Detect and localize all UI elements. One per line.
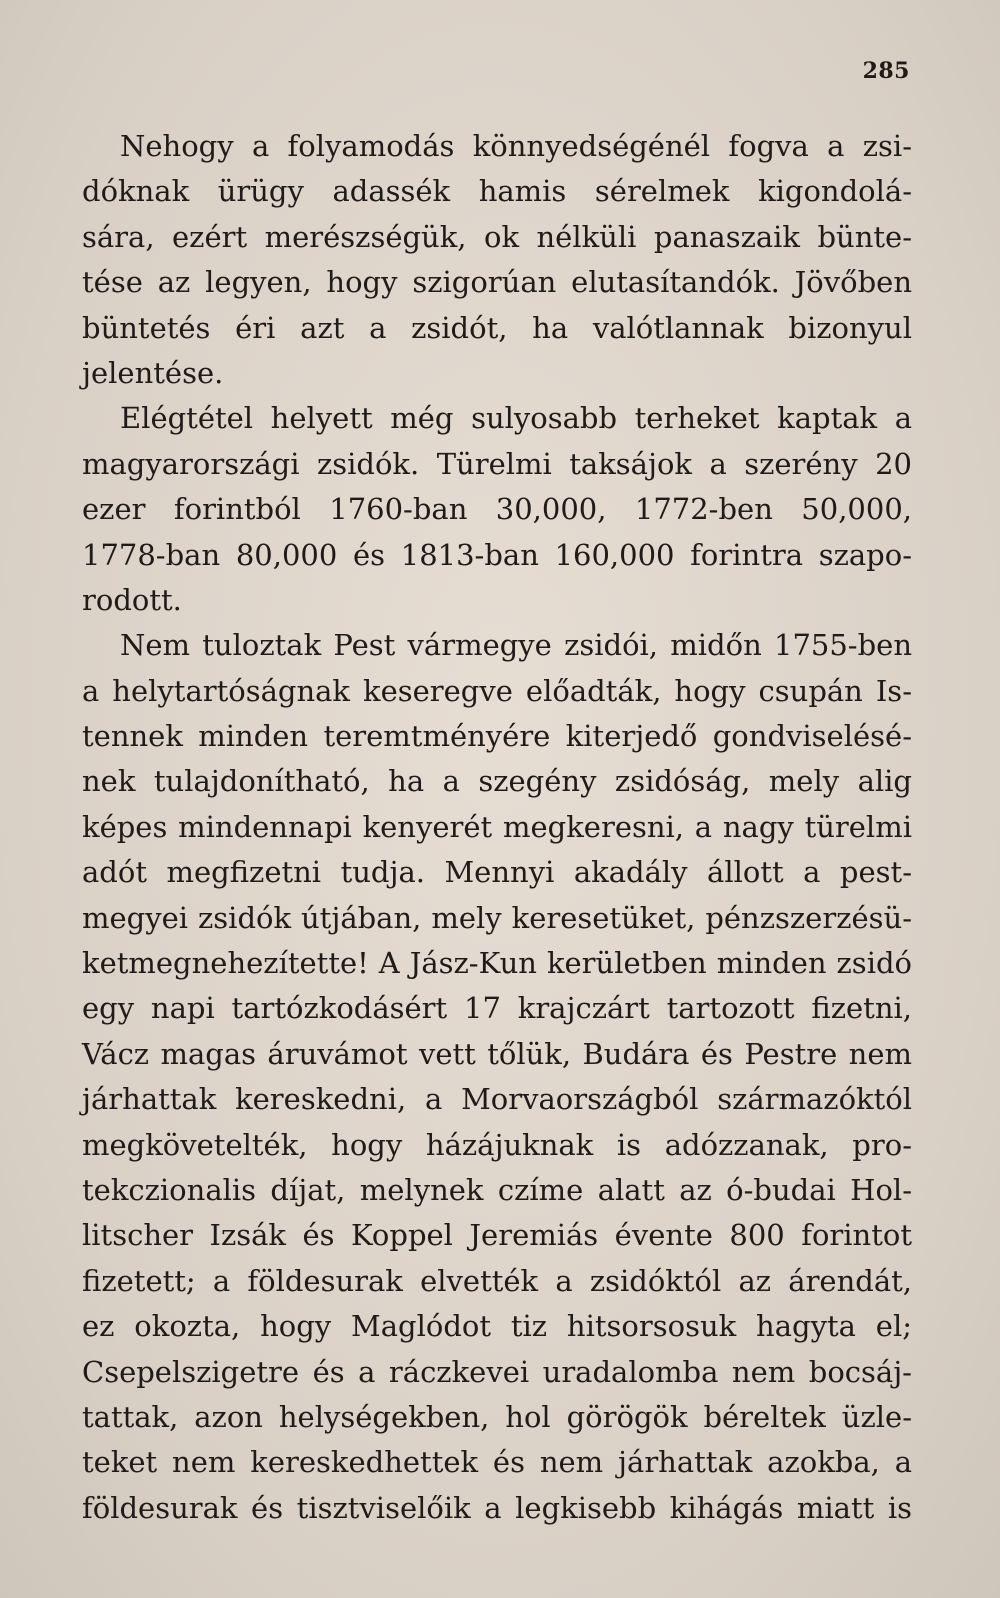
text-line: megkövetelték, hogy házájuknak is adózzanak, pro- bbox=[82, 1127, 912, 1162]
text-line: tekczionalis díjat, melynek czíme alatt az ó-budai Hol- bbox=[82, 1172, 912, 1207]
body-text bbox=[82, 124, 912, 1531]
text-line: nek tulajdonítható, ha a szegény zsidóság, mely alig bbox=[82, 764, 912, 799]
text-line: Nehogy a folyamodás könnyedségénél fogva a zsi- bbox=[120, 129, 912, 163]
text-line: dóknak ürügy adassék hamis sérelmek kigondolá- bbox=[82, 174, 912, 209]
text-line: ez okozta, hogy Maglódot tiz hitsorsosuk hagyta el; bbox=[82, 1309, 912, 1344]
text-line: megyei zsidók útjában, mely keresetüket, pénzszerzésü- bbox=[82, 900, 912, 935]
text-line: járhattak kereskedni, a Morvaországból származóktól bbox=[82, 1082, 912, 1117]
text-line: földesurak és tisztviselőik a legkisebb kihágás miatt is bbox=[82, 1490, 912, 1525]
text-line: ketmegnehezítette! A Jász-Kun kerületben minden zsidó bbox=[82, 946, 912, 981]
text-line: fizetett; a földesurak elvették a zsidóktól az árendát, bbox=[82, 1263, 912, 1298]
text-line: 1778-ban 80,000 és 1813-ban 160,000 forintra szapo- bbox=[82, 537, 912, 572]
text-line: büntetés éri azt a zsidót, ha valótlannak bizonyul bbox=[82, 310, 912, 345]
text-line: rodott. bbox=[82, 582, 182, 617]
text-line: Vácz magas áruvámot vett tőlük, Budára és Pestre nem bbox=[82, 1036, 912, 1071]
text-line: egy napi tartózkodásért 17 krajczárt tartozott fizetni, bbox=[82, 991, 912, 1026]
page-number: 285 bbox=[862, 58, 910, 84]
text-line: tattak, azon helységekben, hol görögök béreltek üzle- bbox=[82, 1399, 912, 1434]
text-line: tennek minden teremtményére kiterjedő gondviselésé- bbox=[82, 719, 912, 754]
text-line: jelentése. bbox=[82, 355, 224, 390]
text-line: Nem tuloztak Pest vármegye zsidói, midőn 1755-ben bbox=[120, 628, 912, 663]
text-line: ezer forintból 1760-ban 30,000, 1772-ben 50,000, bbox=[82, 492, 912, 527]
text-line: képes mindennapi kenyerét megkeresni, a nagy türelmi bbox=[82, 809, 912, 844]
text-line: Elégtétel helyett még sulyosabb terheket kaptak a bbox=[120, 401, 912, 436]
text-line: litscher Izsák és Koppel Jeremiás évente 800 forintot bbox=[82, 1218, 912, 1253]
text-line: a helytartóságnak keseregve előadták, hogy csupán Is- bbox=[82, 673, 912, 708]
text-line: sára, ezért merészségük, ok nélküli panaszaik bünte- bbox=[82, 219, 912, 254]
text-line: magyarországi zsidók. Türelmi taksájok a szerény 20 bbox=[82, 446, 912, 481]
text-line: teket nem kereskedhettek és nem járhattak azokba, a bbox=[82, 1445, 912, 1480]
text-line: tése az legyen, hogy szigorúan elutasítandók. Jövőben bbox=[82, 265, 912, 300]
text-line: adót megfizetni tudja. Mennyi akadály állott a pest- bbox=[82, 855, 912, 890]
text-line: Csepelszigetre és a ráczkevei uradalomba nem bocsáj- bbox=[82, 1354, 912, 1389]
